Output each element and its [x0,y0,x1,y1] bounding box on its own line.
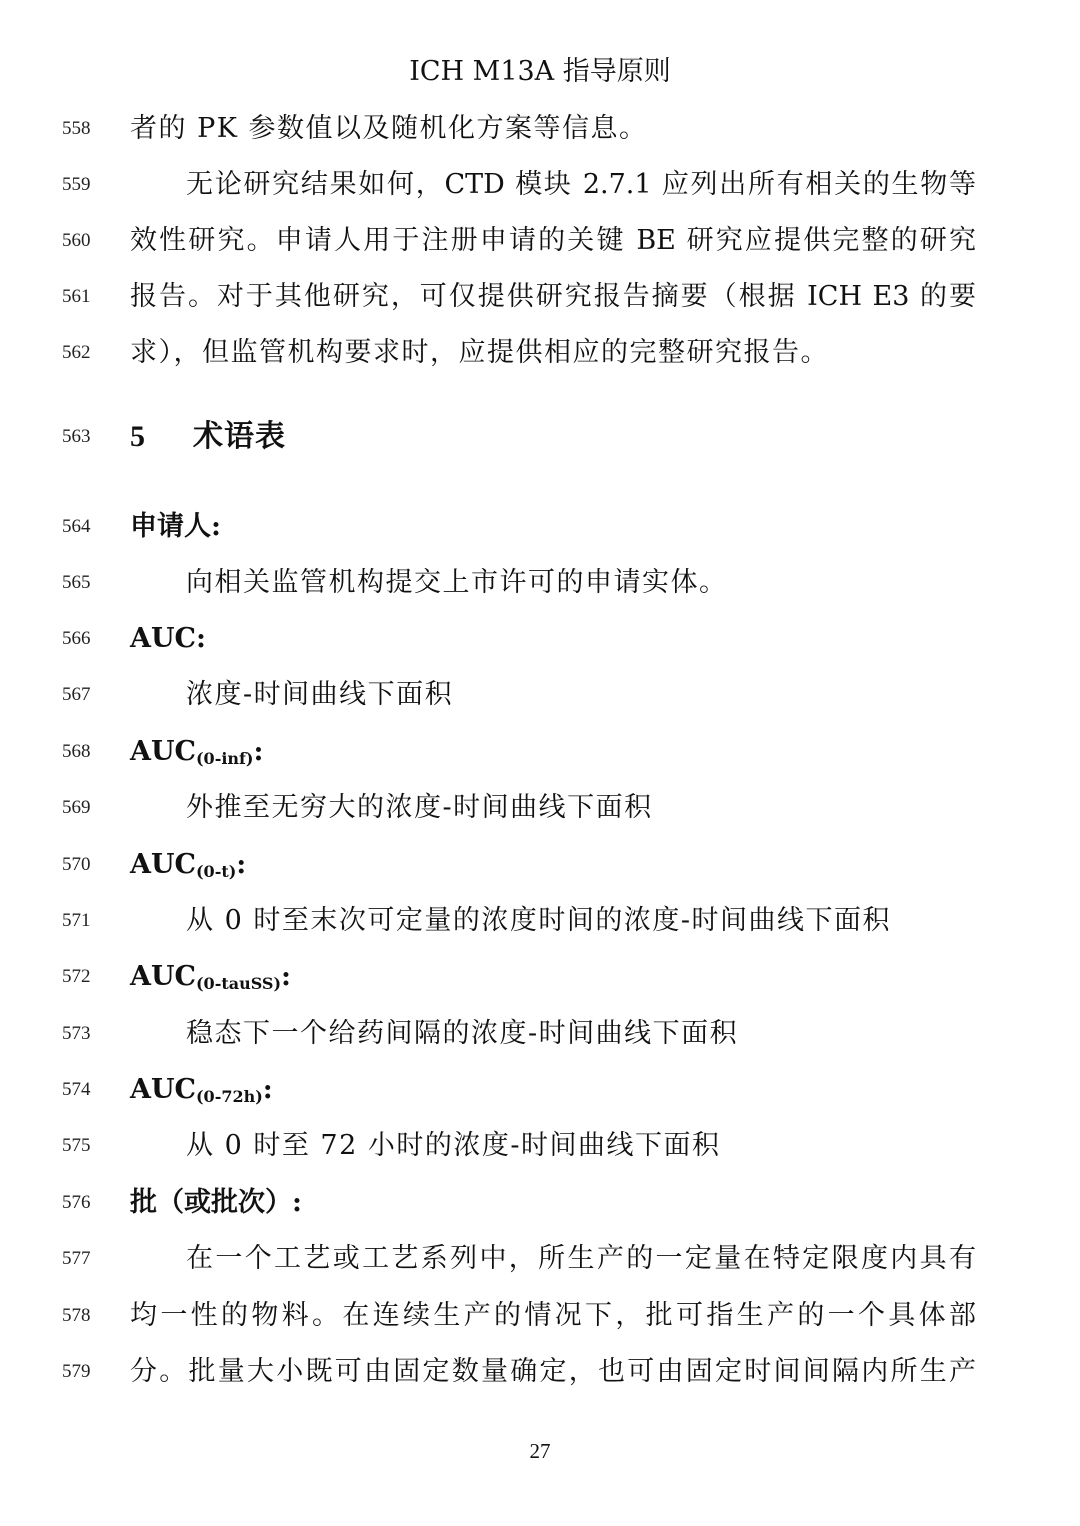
glossary-definition [0,1009,1080,1059]
line-number: 577 [62,1248,91,1269]
line-text: 求），但监管机构要求时，应提供相应的完整研究报告。 [130,337,829,368]
line-number: 559 [62,174,91,195]
term-label: 批（或批次）: [130,1187,302,1218]
term-label: $AUC_{(0-t)}$: [130,849,247,881]
line-number: 560 [62,230,91,251]
glossary-definition [0,670,1080,720]
definition-text: 外推至无穷大的浓度-时间曲线下面积 [186,792,653,823]
line-number: 576 [62,1192,91,1213]
glossary-definition [0,558,1080,608]
line-number: 571 [62,910,91,931]
section-title: 术语表 [193,419,286,454]
line-number: 558 [62,118,91,139]
definition-text: 均一性的物料。在连续生产的情况下，批可指生产的一个具体部 [130,1300,976,1331]
line-number: 570 [62,854,91,875]
term-label: $AUC_{(0-tauSS)}$: [130,961,292,993]
text-line [0,216,1080,266]
section-heading [0,412,1080,462]
line-number: 575 [62,1135,91,1156]
line-text: 效性研究。申请人用于注册申请的关键 BE 研究应提供完整的研究 [130,225,976,256]
page-number: 27 [529,1439,551,1463]
term-label: 申请人: [130,511,221,542]
definition-text: 在一个工艺或工艺系列中，所生产的一定量在特定限度内具有 [186,1243,976,1274]
glossary-term [0,1065,1080,1115]
glossary-term [0,952,1080,1002]
line-number: 563 [62,426,91,447]
line-number: 572 [62,966,91,987]
glossary-term [0,1178,1080,1228]
glossary-definition [0,783,1080,833]
line-number: 569 [62,797,91,818]
text-line [0,160,1080,210]
line-number: 568 [62,741,91,762]
term-label: AUC: [130,623,206,654]
line-number: 579 [62,1361,91,1382]
glossary-definition [0,896,1080,946]
glossary-term [0,727,1080,777]
text-line [0,328,1080,378]
line-number: 574 [62,1079,91,1100]
line-number: 562 [62,342,91,363]
term-label: $AUC_{(0-inf)}$: [130,736,264,768]
text-line [0,272,1080,322]
definition-text: 稳态下一个给药间隔的浓度-时间曲线下面积 [186,1018,739,1049]
definition-text: 向相关监管机构提交上市许可的申请实体。 [186,567,728,598]
line-number: 566 [62,628,91,649]
definition-text: 浓度-时间曲线下面积 [186,679,454,710]
definition-text: 分。批量大小既可由固定数量确定，也可由固定时间间隔内所生产 [130,1356,976,1387]
glossary-term [0,614,1080,664]
glossary-term [0,502,1080,552]
glossary-definition [0,1347,1080,1397]
line-number: 561 [62,286,91,307]
line-text: 报告。对于其他研究，可仅提供研究报告摘要（根据 ICH E3 的要 [130,281,976,312]
glossary-definition [0,1291,1080,1341]
glossary-definition [0,1234,1080,1284]
glossary-term [0,840,1080,890]
line-number: 578 [62,1305,91,1326]
page-header: ICH M13A 指导原则 [409,56,671,87]
definition-text: 从 0 时至 72 小时的浓度-时间曲线下面积 [186,1130,721,1161]
term-label: $AUC_{(0-72h)}$: [130,1074,273,1106]
line-text: 无论研究结果如何，CTD 模块 2.7.1 应列出所有相关的生物等 [186,169,976,200]
definition-text: 从 0 时至末次可定量的浓度时间的浓度-时间曲线下面积 [186,905,891,936]
line-number: 565 [62,572,91,593]
line-number: 564 [62,516,91,537]
line-text: 者的 PK 参数值以及随机化方案等信息。 [130,113,648,144]
line-number: 567 [62,684,91,705]
text-line [0,104,1080,154]
section-number: 5 [130,420,145,453]
glossary-definition [0,1121,1080,1171]
line-number: 573 [62,1023,91,1044]
